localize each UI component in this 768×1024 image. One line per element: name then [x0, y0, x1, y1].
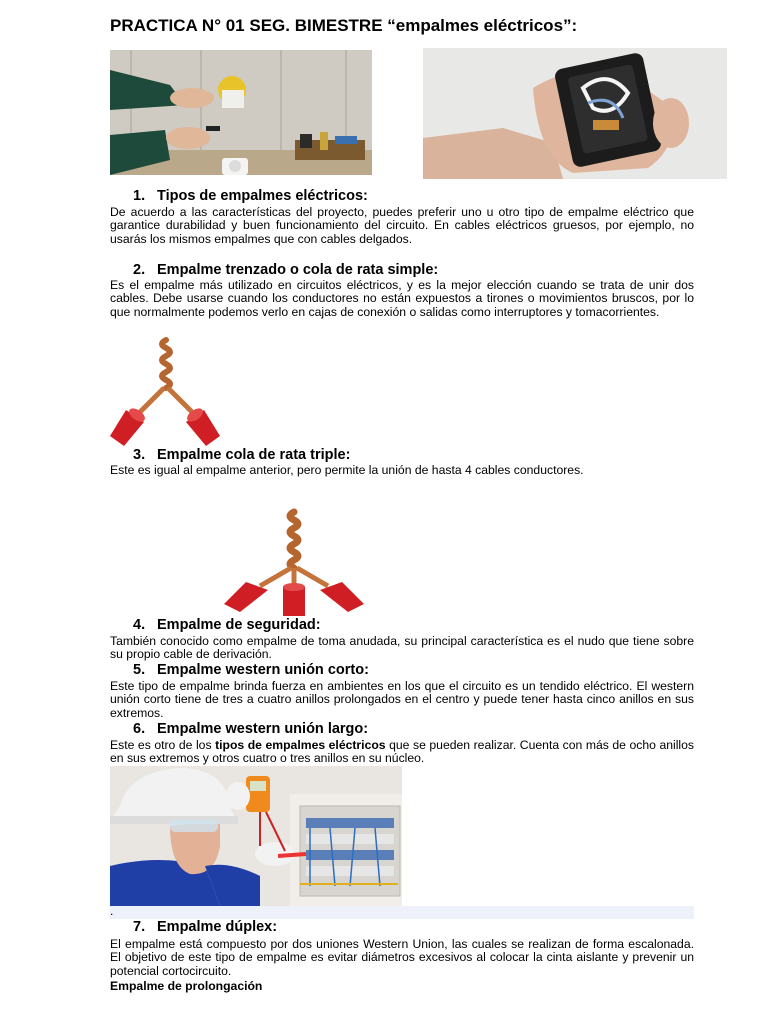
- section-number: 3.: [133, 447, 146, 463]
- section-2-body: Es el empalme más utilizado en circuitos eléctricos, y es la mejor elección cuando se trata de unir dos cables. Debe usarse cuando los conductores no están expuestos a tirones o movimientos bruscos, por lo que normalmente podemos verlo en cajas de conexión o salidas como interruptores y tomacorrientes.: [110, 278, 694, 319]
- section-number: 1.: [133, 188, 146, 204]
- body-text: Este es otro de los: [110, 738, 216, 752]
- section-1-heading: [133, 188, 368, 204]
- section-title: Tipos de empalmes eléctricos:: [157, 188, 368, 204]
- section-7-heading: [133, 919, 277, 935]
- section-title: Empalme dúplex:: [157, 919, 278, 935]
- section-1-body: De acuerdo a las características del proyecto, puedes preferir uno u otro tipo de empalme eléctrico que garantice durabilidad y buen funcionamiento del circuito. En cables eléctricos gruesos, por ejemplo, no usarás los mismos empalmes que con cables delgados.: [110, 205, 694, 246]
- section-7-body: El empalme está compuesto por dos uniones Western Union, las cuales se realizan de forma escalonada. El objetivo de este tipo de empalme es evitar diámetros excesivos al colocar la cinta aislante y prevenir un potencial cortocircuito.: [110, 937, 694, 978]
- junction-box-photo: [423, 48, 727, 179]
- page-title: PRACTICA N° 01 SEG. BIMESTRE “empalmes eléctricos”:: [110, 16, 578, 35]
- section-title: Empalme cola de rata triple:: [157, 447, 351, 463]
- section-5-heading: [133, 662, 369, 678]
- stray-dot: .: [110, 904, 114, 918]
- socket-installation-photo: [110, 50, 372, 175]
- body-text: que se pueden realizar. Cuenta con más de ocho anillos en sus extremos y otros cuatro o tres anillos en su núcleo.: [110, 738, 695, 766]
- section-number: 6.: [133, 721, 146, 737]
- section-3-heading: [133, 447, 350, 463]
- section-2-heading: [133, 262, 438, 278]
- section-4-body: También conocido como empalme de toma anudada, su principal característica es el nudo que tiene sobre su propio cable de derivación.: [110, 634, 694, 662]
- section-3-body: Este es igual al empalme anterior, pero permite la unión de hasta 4 cables conductores.: [110, 463, 584, 477]
- body-bold-text: tipos de empalmes eléctricos: [215, 738, 386, 752]
- section-number: 4.: [133, 617, 146, 633]
- section-6-heading: [133, 721, 368, 737]
- section-number: 2.: [133, 262, 146, 278]
- section-title: Empalme trenzado o cola de rata simple:: [157, 262, 439, 278]
- section-6-body: [110, 739, 694, 766]
- electrician-photo: [110, 766, 402, 906]
- section-number: 7.: [133, 919, 146, 935]
- section-4-heading: [133, 617, 321, 633]
- separator-band: [110, 906, 694, 919]
- section-title: Empalme western unión corto:: [157, 662, 369, 678]
- section-title: Empalme western unión largo:: [157, 721, 369, 737]
- twisted-splice-illustration: [110, 336, 222, 448]
- section-5-body: Este tipo de empalme brinda fuerza en ambientes en los que el circuito es un tendido eléctrico. El western unión corto tiene de tres a cuatro anillos prolongados en el centro y puede tener hasta cinco anillos en sus extremos.: [110, 679, 694, 720]
- triple-splice-illustration: [224, 508, 364, 616]
- section-number: 5.: [133, 662, 146, 678]
- section-title: Empalme de seguridad:: [157, 617, 321, 633]
- closing-label: Empalme de prolongación: [110, 979, 263, 993]
